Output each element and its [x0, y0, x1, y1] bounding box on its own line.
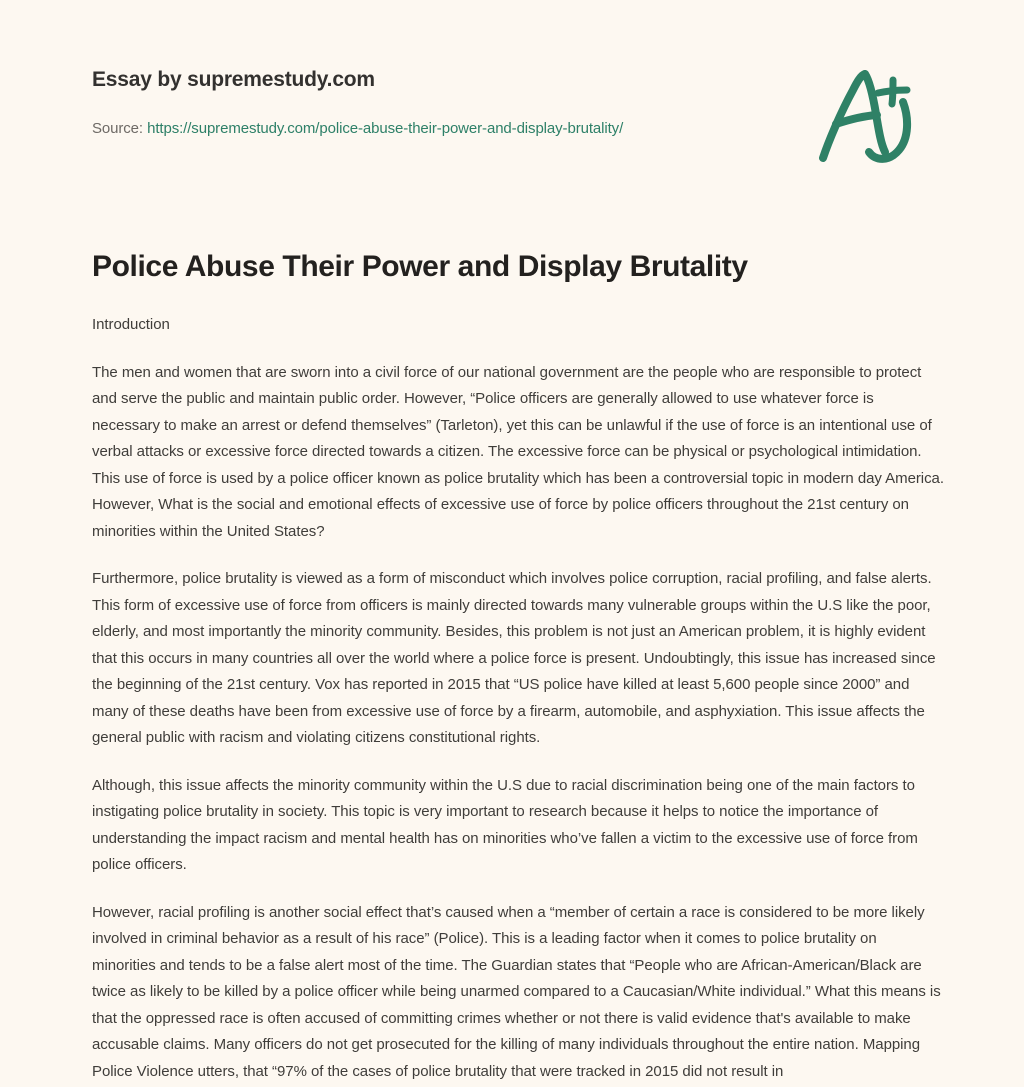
- section-heading: Introduction: [92, 316, 170, 333]
- a-plus-logo-icon: [815, 62, 919, 170]
- essay-attribution: Essay by supremestudy.com: [92, 68, 375, 91]
- page-title: Police Abuse Their Power and Display Brutality: [92, 250, 748, 283]
- body-paragraph: However, racial profiling is another social effect that’s caused when a “member of certain a race is considered to be more likely involved in criminal behavior as a result of his race” (Police). This is a leading factor when it comes to police brutality on minorities and tends to be a false alert most of the time. The Guardian states that “People who are African-American/Black are twice as likely to be killed by a police officer while being unarmed compared to a Caucasian/White individual.” What this means is that the oppressed race is often accused of committing crimes whether or not there is valid evidence that's available to make accusable claims. Many officers do not get prosecuted for the killing of many individuals throughout the entire nation. Mapping Police Violence utters, that “97% of the cases of police brutality that were tracked in 2015 did not result in: [92, 903, 941, 1080]
- body-paragraph: Although, this issue affects the minority community within the U.S due to racial discrimination being one of the main factors to instigating police brutality in society. This topic is very important to research because it helps to notice the importance of understanding the impact racism and mental health has on minorities who’ve fallen a victim to the excessive use of force from police officers.: [92, 776, 918, 873]
- source-line: [92, 120, 623, 137]
- a-plus-logo: [815, 62, 919, 170]
- page-header: [0, 0, 1024, 200]
- essay-body: [92, 312, 944, 1085]
- source-url-link[interactable]: https://supremestudy.com/police-abuse-their-power-and-display-brutality/: [147, 120, 624, 137]
- source-label: Source:: [92, 120, 143, 137]
- body-paragraph: The men and women that are sworn into a civil force of our national government are the people who are responsible to protect and serve the public and maintain public order. However, “Police officers are generally allowed to use whatever force is necessary to make an arrest or defend themselves” (Tarleton), yet this can be unlawful if the use of force is an intentional use of verbal attacks or excessive force directed towards a citizen. The excessive force can be physical or psychological intimidation. This use of force is used by a police officer known as police brutality which has been a controversial topic in modern day America. However, What is the social and emotional effects of excessive use of force by police officers throughout the 21st century on minorities within the United States?: [92, 363, 944, 540]
- body-paragraph: Furthermore, police brutality is viewed as a form of misconduct which involves police corruption, racial profiling, and false alerts. This form of excessive use of force from officers is mainly directed towards many vulnerable groups within the U.S like the poor, elderly, and most importantly the minority community. Besides, this problem is not just an American problem, it is highly evident that this occurs in many countries all over the world where a police force is present. Undoubtingly, this issue has increased since the beginning of the 21st century. Vox has reported in 2015 that “US police have killed at least 5,600 people since 2000” and many of these deaths have been from excessive use of force by a firearm, automobile, and asphyxiation. This issue affects the general public with racism and violating citizens constitutional rights.: [92, 570, 936, 746]
